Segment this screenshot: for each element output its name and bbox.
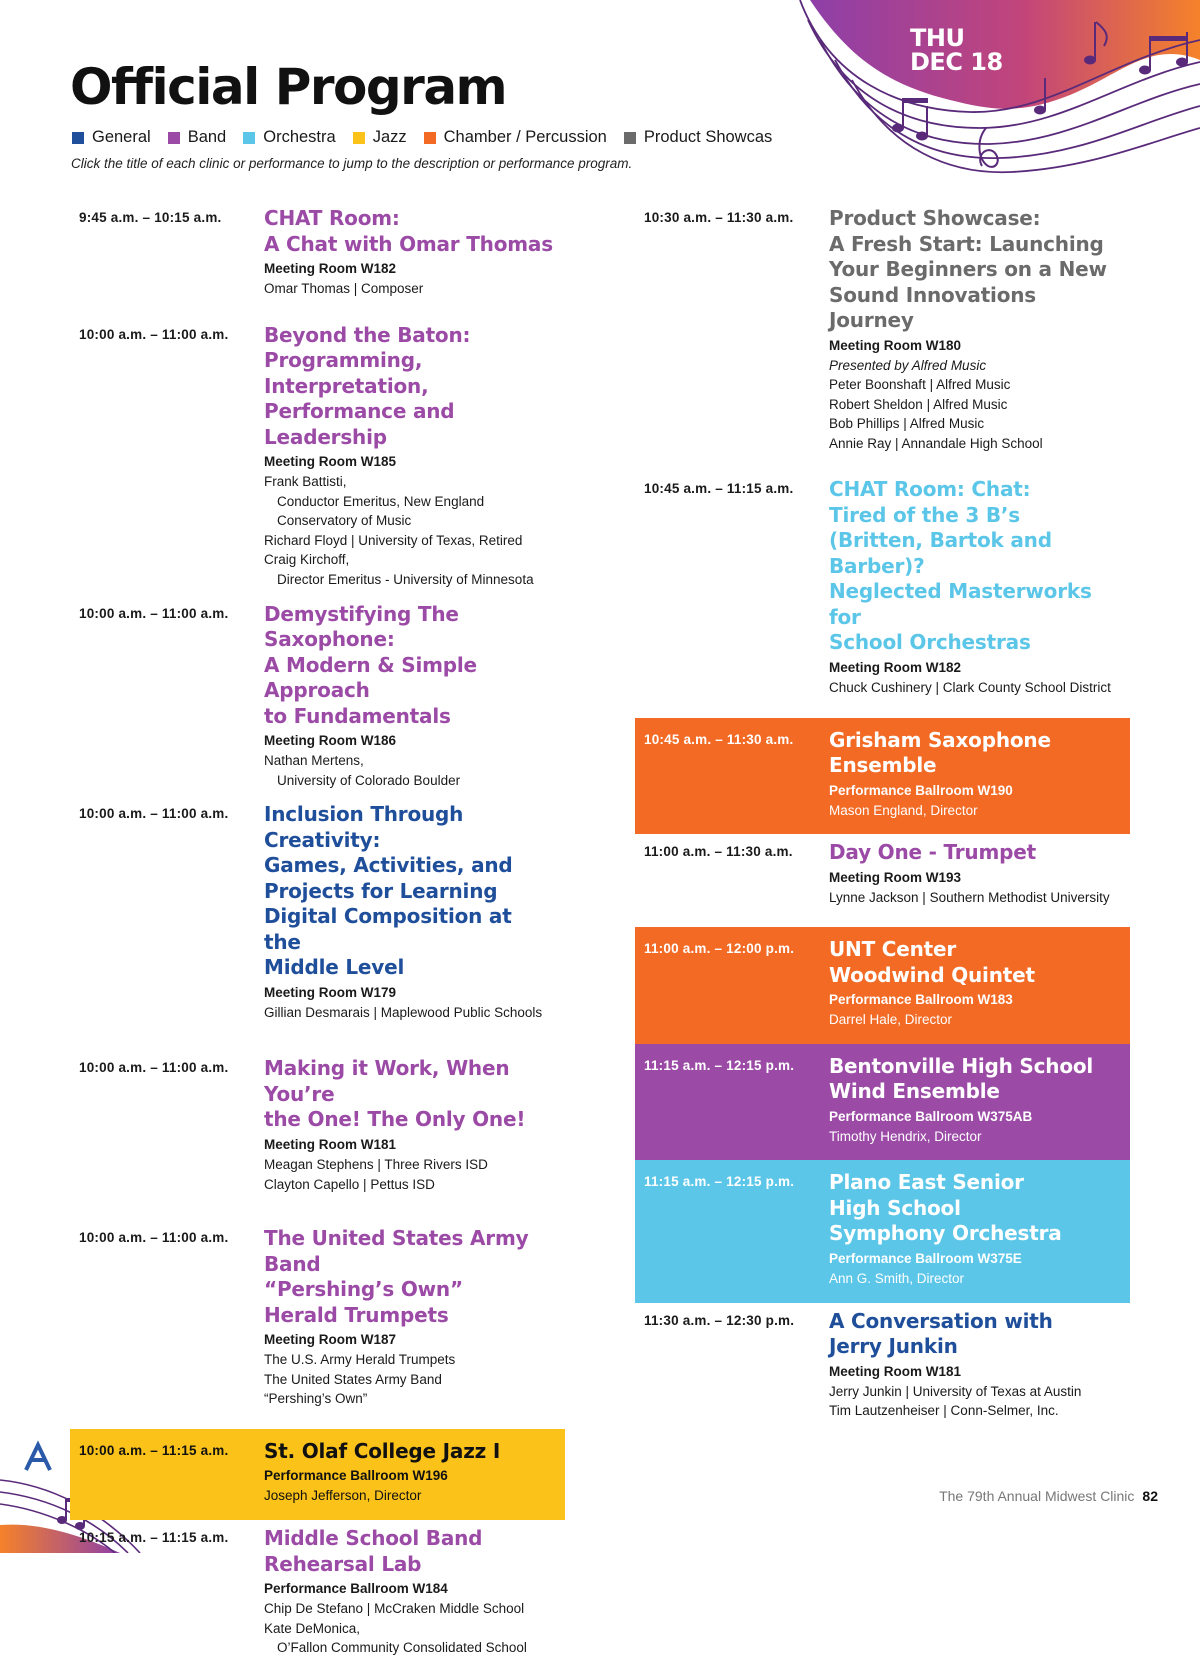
event-person: Director Emeritus - University of Minnesota — [277, 572, 534, 588]
event-person: Robert Sheldon | Alfred Music — [829, 396, 1008, 412]
category-legend — [72, 128, 772, 147]
legend-swatch — [424, 132, 436, 144]
event-details — [829, 728, 1122, 821]
legend-label: Product Showcas — [643, 128, 773, 146]
legend-label: Band — [187, 128, 227, 146]
event-person: Ann G. Smith, Director — [829, 1270, 965, 1286]
event-person: University of Colorado Boulder — [277, 772, 461, 788]
event-person: Darrel Hale, Director — [829, 1012, 953, 1028]
event-title-line: A Chat with Omar Thomas — [264, 231, 553, 256]
legend-label: Orchestra — [263, 128, 336, 146]
event-room: Performance Ballroom W196 — [264, 1468, 448, 1484]
event-person: O’Fallon Community Consolidated School — [277, 1640, 527, 1656]
footer-publication: The 79th Annual Midwest Clinic — [939, 1488, 1135, 1504]
event-title-line: A Conversation with — [829, 1308, 1053, 1333]
program-event — [70, 317, 565, 596]
event-title-link[interactable] — [829, 937, 1122, 988]
event-time: 11:15 a.m. – 12:15 p.m. — [644, 1174, 795, 1190]
event-person: Bob Phillips | Alfred Music — [829, 416, 985, 432]
event-title-line: A Fresh Start: Launching — [829, 231, 1104, 256]
event-title-line: Bentonville High School — [829, 1053, 1094, 1078]
event-title-link[interactable] — [264, 323, 555, 451]
event-time: 11:15 a.m. – 12:15 p.m. — [644, 1057, 795, 1073]
event-room: Meeting Room W181 — [829, 1363, 962, 1379]
event-title-link[interactable] — [829, 1054, 1122, 1105]
legend-swatch — [168, 132, 180, 144]
event-title-link[interactable] — [829, 1309, 1120, 1360]
program-event — [635, 1303, 1130, 1427]
event-time: 10:00 a.m. – 11:15 a.m. — [79, 1442, 229, 1458]
legend-label: General — [92, 128, 151, 146]
event-title-line: Grisham Saxophone Ensemble — [829, 727, 1051, 778]
event-details — [264, 1056, 555, 1194]
event-title-line: Symphony Orchestra — [829, 1221, 1062, 1246]
event-title-link[interactable] — [264, 206, 555, 257]
event-room: Meeting Room W182 — [264, 261, 397, 276]
event-person: “Pershing’s Own” — [264, 1391, 368, 1407]
event-person: Conservatory of Music — [277, 513, 412, 529]
event-title-line: St. Olaf College Jazz I — [264, 1438, 501, 1463]
event-title-line: Digital Composition at the — [264, 904, 512, 954]
legend-item — [353, 128, 407, 147]
event-presenter-note: Presented by Alfred Music — [829, 357, 987, 373]
event-title-line: CHAT Room: Chat: — [829, 477, 1031, 502]
event-details — [829, 206, 1120, 453]
event-title-link[interactable] — [264, 1526, 555, 1577]
page-number: 82 — [1142, 1488, 1158, 1504]
event-time: 11:30 a.m. – 12:30 p.m. — [644, 1312, 795, 1328]
event-title-line: School Orchestras — [829, 630, 1031, 655]
event-time: 10:00 a.m. – 11:00 a.m. — [79, 806, 229, 822]
event-title-link[interactable] — [829, 1170, 1122, 1247]
schedule-column-right — [635, 200, 1130, 1427]
legend-item — [243, 128, 335, 147]
event-person: Craig Kirchoff, — [264, 552, 350, 568]
event-title-line: Woodwind Quintet — [829, 962, 1035, 987]
event-title-line: Demystifying The Saxophone: — [264, 601, 459, 652]
event-title-line: “Pershing’s Own” — [264, 1277, 463, 1302]
event-title-line: The United States Army Band — [264, 1226, 529, 1276]
event-title-line: CHAT Room: — [264, 206, 400, 230]
event-title-link[interactable] — [264, 602, 555, 730]
event-title-line: Beyond the Baton: — [264, 322, 471, 347]
legend-item — [624, 128, 772, 147]
legend-swatch — [72, 132, 84, 144]
event-time: 10:30 a.m. – 11:30 a.m. — [644, 210, 794, 225]
event-details — [264, 602, 555, 791]
event-title-link[interactable] — [829, 840, 1120, 866]
event-person: The United States Army Band — [264, 1371, 442, 1387]
event-person: Gillian Desmarais | Maplewood Public Schools — [264, 1004, 543, 1020]
legend-item — [72, 128, 151, 147]
event-title-link[interactable] — [264, 802, 555, 981]
program-event — [70, 596, 565, 797]
event-title-line: Rehearsal Lab — [264, 1551, 422, 1576]
legend-item — [424, 128, 607, 147]
program-event — [70, 1429, 565, 1520]
event-details — [829, 1054, 1122, 1147]
navigation-note: Click the title of each clinic or performance to jump to the description or performance program. — [71, 156, 633, 171]
page-title: Official Program — [70, 58, 507, 116]
event-details — [264, 1226, 555, 1409]
event-details — [264, 206, 555, 299]
program-event — [635, 200, 1130, 459]
event-room: Meeting Room W187 — [264, 1332, 397, 1348]
event-person: Mason England, Director — [829, 802, 978, 818]
program-event — [635, 471, 1130, 703]
program-event — [70, 1050, 565, 1200]
event-title-line: Middle Level — [264, 955, 405, 980]
event-title-link[interactable] — [829, 477, 1120, 656]
program-event — [635, 927, 1130, 1044]
date-badge — [910, 26, 1003, 74]
event-title-line: Plano East Senior — [829, 1170, 1024, 1195]
event-title-link[interactable] — [264, 1439, 557, 1465]
program-event — [70, 796, 565, 1028]
event-room: Meeting Room W181 — [264, 1136, 397, 1152]
program-event — [635, 1160, 1130, 1302]
event-title-line: the One! The Only One! — [264, 1107, 526, 1132]
event-person: Lynne Jackson | Southern Methodist University — [829, 889, 1110, 905]
event-title-line: Herald Trumpets — [264, 1302, 449, 1327]
legend-label: Chamber / Percussion — [443, 128, 607, 146]
event-details — [264, 1439, 557, 1506]
event-time: 11:00 a.m. – 12:00 p.m. — [644, 941, 795, 957]
event-person: Omar Thomas | Composer — [264, 281, 424, 296]
program-event — [635, 718, 1130, 835]
event-title-line: Making it Work, When You’re — [264, 1056, 510, 1106]
event-title-line: Inclusion Through Creativity: — [264, 802, 464, 852]
event-room: Meeting Room W182 — [829, 659, 962, 675]
event-room: Performance Ballroom W375E — [829, 1250, 1022, 1266]
event-person: The U.S. Army Herald Trumpets — [264, 1352, 456, 1368]
event-title-line: A Modern & Simple Approach — [264, 652, 477, 703]
event-title-line: (Britten, Bartok and Barber)? — [829, 528, 1052, 578]
event-person: Timothy Hendrix, Director — [829, 1128, 982, 1144]
event-title-line: Middle School Band — [264, 1526, 483, 1550]
event-room: Meeting Room W185 — [264, 454, 397, 470]
event-title-line: Performance and Leadership — [264, 399, 455, 449]
event-person: Chuck Cushinery | Clark County School District — [829, 679, 1111, 695]
event-time: 10:45 a.m. – 11:15 a.m. — [644, 481, 794, 497]
event-time: 10:45 a.m. – 11:30 a.m. — [644, 731, 794, 747]
page-footer — [939, 1488, 1158, 1504]
event-title-line: Projects for Learning — [264, 878, 498, 903]
event-details — [264, 1526, 555, 1658]
event-details — [829, 1309, 1120, 1421]
event-title-line: High School — [829, 1195, 961, 1220]
event-title-line: Jerry Junkin — [829, 1334, 958, 1359]
event-person: Tim Lautzenheiser | Conn-Selmer, Inc. — [829, 1403, 1059, 1419]
event-title-line: Games, Activities, and — [264, 853, 513, 878]
event-title-line: UNT Center — [829, 937, 957, 962]
program-event — [635, 834, 1130, 913]
event-person: Kate DeMonica, — [264, 1620, 361, 1636]
legend-label: Jazz — [372, 128, 407, 146]
event-room: Meeting Room W180 — [829, 337, 962, 353]
event-time: 9:45 a.m. – 10:15 a.m. — [79, 210, 222, 225]
event-person: Richard Floyd | University of Texas, Retired — [264, 532, 523, 548]
event-room: Performance Ballroom W375AB — [829, 1108, 1033, 1124]
event-time: 10:00 a.m. – 11:00 a.m. — [79, 1230, 229, 1246]
event-details — [264, 323, 555, 590]
event-title-line: to Fundamentals — [264, 703, 451, 728]
event-room: Meeting Room W193 — [829, 869, 962, 885]
event-title-line: Product Showcase: — [829, 206, 1041, 230]
event-title-line: Sound Innovations Journey — [829, 282, 1036, 332]
event-title-link[interactable] — [264, 1056, 555, 1133]
event-person: Peter Boonshaft | Alfred Music — [829, 377, 1011, 393]
program-event — [635, 1044, 1130, 1161]
program-event — [70, 200, 565, 305]
event-person: Conductor Emeritus, New England — [277, 493, 485, 509]
event-title-line: Programming, Interpretation, — [264, 348, 429, 398]
legend-item — [168, 128, 227, 147]
event-details — [829, 840, 1120, 907]
schedule-column-left — [70, 200, 565, 1664]
event-title-link[interactable] — [829, 206, 1120, 334]
event-person: Nathan Mertens, — [264, 753, 364, 769]
event-title-line: Neglected Masterworks for — [829, 579, 1092, 629]
event-time: 10:15 a.m. – 11:15 a.m. — [79, 1530, 229, 1545]
event-time: 11:00 a.m. – 11:30 a.m. — [644, 844, 793, 860]
event-person: Annie Ray | Annandale High School — [829, 435, 1043, 451]
legend-swatch — [243, 132, 255, 144]
date-day: THU — [910, 24, 965, 52]
event-title-link[interactable] — [829, 728, 1122, 779]
event-person: Meagan Stephens | Three Rivers ISD — [264, 1156, 488, 1172]
event-title-line: Day One - Trumpet — [829, 840, 1036, 865]
event-time: 10:00 a.m. – 11:00 a.m. — [79, 1060, 229, 1076]
event-room: Meeting Room W186 — [264, 733, 397, 749]
event-person: Frank Battisti, — [264, 474, 347, 490]
date-month-day: DEC 18 — [910, 48, 1003, 76]
event-title-line: Your Beginners on a New — [829, 257, 1107, 281]
event-time: 10:00 a.m. – 11:00 a.m. — [79, 326, 229, 342]
event-time: 10:00 a.m. – 11:00 a.m. — [79, 605, 229, 621]
program-event — [70, 1520, 565, 1664]
event-person: Joseph Jefferson, Director — [264, 1488, 422, 1504]
event-room: Performance Ballroom W190 — [829, 782, 1013, 798]
event-room: Performance Ballroom W183 — [829, 992, 1013, 1008]
event-person: Clayton Capello | Pettus ISD — [264, 1176, 435, 1192]
event-title-link[interactable] — [264, 1226, 555, 1328]
event-title-line: Tired of the 3 B’s — [829, 502, 1020, 527]
event-room: Performance Ballroom W184 — [264, 1581, 448, 1596]
event-title-line: Wind Ensemble — [829, 1079, 1000, 1104]
event-details — [829, 937, 1122, 1030]
event-details — [829, 1170, 1122, 1288]
legend-swatch — [624, 132, 636, 144]
program-event — [70, 1220, 565, 1415]
event-room: Meeting Room W179 — [264, 984, 397, 1000]
event-details — [264, 802, 555, 1022]
event-person: Jerry Junkin | University of Texas at Austin — [829, 1383, 1082, 1399]
event-details — [829, 477, 1120, 697]
event-person: Chip De Stefano | McCraken Middle School — [264, 1601, 525, 1616]
legend-swatch — [353, 132, 365, 144]
